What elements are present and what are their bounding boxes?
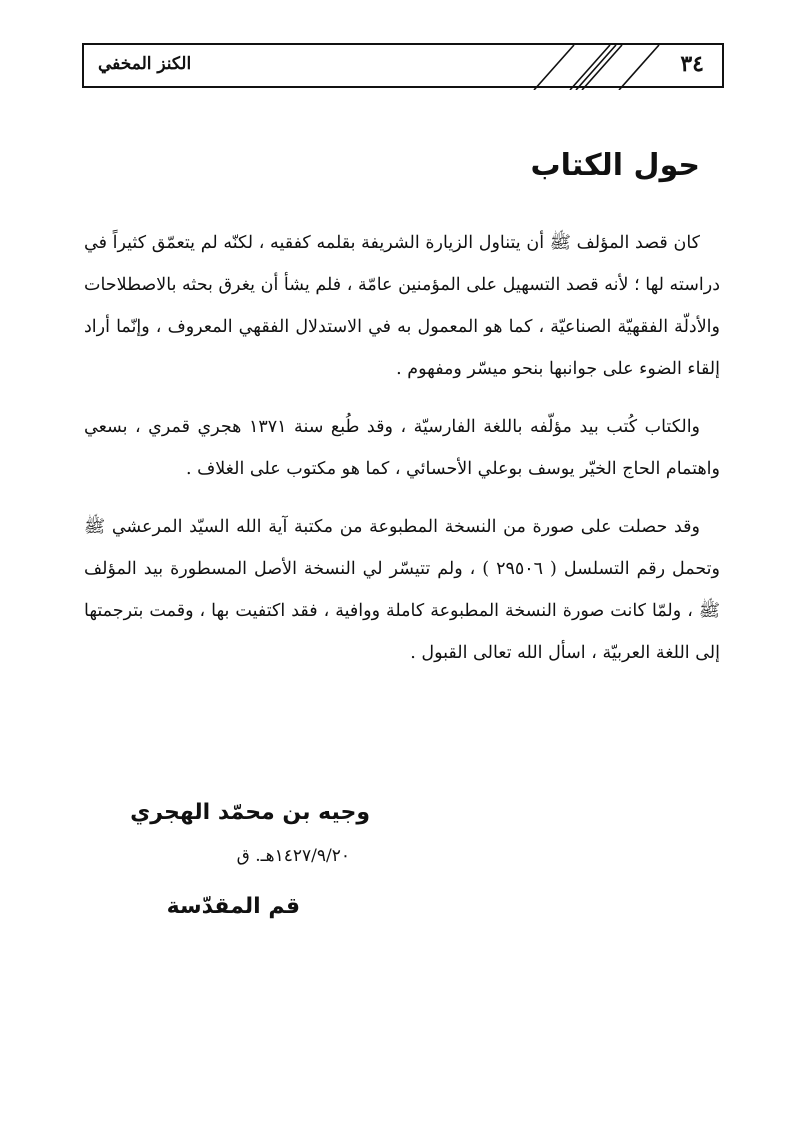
signature-date: ١٤٢٧/٩/٢٠هـ. ق xyxy=(236,846,350,866)
body-text xyxy=(84,222,720,690)
section-title: حول الكتاب xyxy=(530,148,700,183)
page-number: ٣٤ xyxy=(680,51,704,77)
paragraph-2: والكتاب كُتب بيد مؤلّفه باللغة الفارسيّة ، وقد طُبع سنة ١٣٧١ هجري قمري ، بسعي واهتمام الحاج الخيّر يوسف بوعلي الأحسائي ، كما هو مكتوب على الغلاف . xyxy=(84,417,720,479)
running-title: الكنز المخفي xyxy=(98,54,192,74)
paragraph-3: وقد حصلت على صورة من النسخة المطبوعة من مكتبة آية الله السيّد المرعشي ﷺ وتحمل رقم التسلسل ( ٢٩٥٠٦ ) ، ولم تتيسّر لي النسخة الأصل المسطورة بيد المؤلف ﷺ ، ولمّا كانت صورة النسخة المطبوعة كاملة ووافية ، فقد اكتفيت بها ، وقمت بترجمتها إلى اللغة العربيّة ، اسأل الله تعالى القبول . xyxy=(84,517,720,663)
signature-place: قم المقدّسة xyxy=(166,894,300,919)
page-header xyxy=(82,43,724,88)
paragraph-1: كان قصد المؤلف ﷺ أن يتناول الزيارة الشريفة بقلمه كفقيه ، لكنّه لم يتعمّق كثيراً في دراسته لها ؛ لأنه قصد التسهيل على المؤمنين عامّة ، فلم يشأ أن يغرق بحثه بالاصطلاحات والأدلّة الفقهيّة الصناعيّة ، كما هو المعمول به في الاستدلال الفقهي المعروف ، وإنّما أراد إلقاء الضوء على جوانبها بنحو ميسّر ومفهوم . xyxy=(84,233,720,379)
signature-name: وجيه بن محمّد الهجري xyxy=(130,800,370,825)
